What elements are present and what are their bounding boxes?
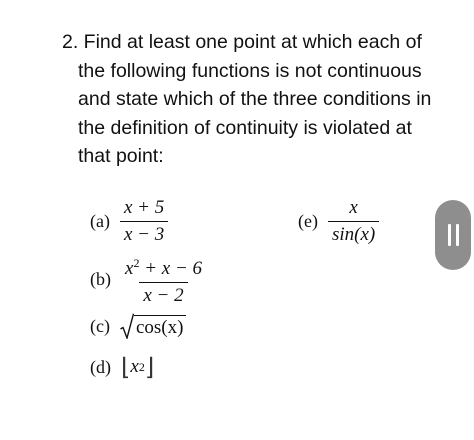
problem-line: the definition of continuity is violated at	[78, 116, 412, 139]
part-a	[90, 197, 168, 246]
grip-line-icon	[448, 224, 451, 246]
part-b	[90, 252, 206, 307]
part-d	[90, 353, 154, 381]
problem-line: 2. Find at least one point at which each of	[62, 31, 422, 53]
part-label: (e)	[298, 211, 318, 231]
floor-right-bracket: ⌋	[144, 353, 155, 381]
part-e	[298, 197, 379, 246]
problem-line: that point:	[78, 145, 164, 167]
fraction	[120, 197, 168, 246]
part-c	[90, 313, 186, 339]
fraction	[328, 197, 379, 246]
num-exponent: 2	[133, 256, 140, 270]
fraction	[121, 252, 206, 307]
floor-expression	[121, 353, 154, 381]
part-label: (c)	[90, 315, 110, 336]
floor-base: x	[130, 356, 139, 377]
problem-statement	[62, 28, 442, 171]
denominator: sin(x)	[328, 221, 379, 246]
problem-line: and state which of the three conditions in	[78, 88, 432, 110]
grip-line-icon	[456, 224, 459, 246]
numerator: x + 5	[123, 197, 165, 218]
floor-left-bracket: ⌊	[121, 353, 131, 381]
part-label: (b)	[90, 269, 111, 289]
num-base: x	[125, 258, 134, 279]
square-root	[120, 313, 186, 339]
part-label: (d)	[90, 356, 111, 377]
radical-sign-icon	[120, 313, 134, 339]
part-label: (a)	[90, 211, 110, 231]
numerator: x	[349, 197, 358, 218]
scroll-handle[interactable]	[435, 200, 471, 270]
radicand: cos(x)	[134, 315, 186, 339]
num-rest: + x − 6	[139, 258, 203, 279]
problem-line: the following functions is not continuous	[78, 59, 422, 82]
denominator: x − 3	[120, 221, 168, 246]
denominator: x − 2	[139, 282, 187, 307]
floor-exponent: 2	[138, 359, 145, 374]
numerator	[121, 252, 206, 282]
